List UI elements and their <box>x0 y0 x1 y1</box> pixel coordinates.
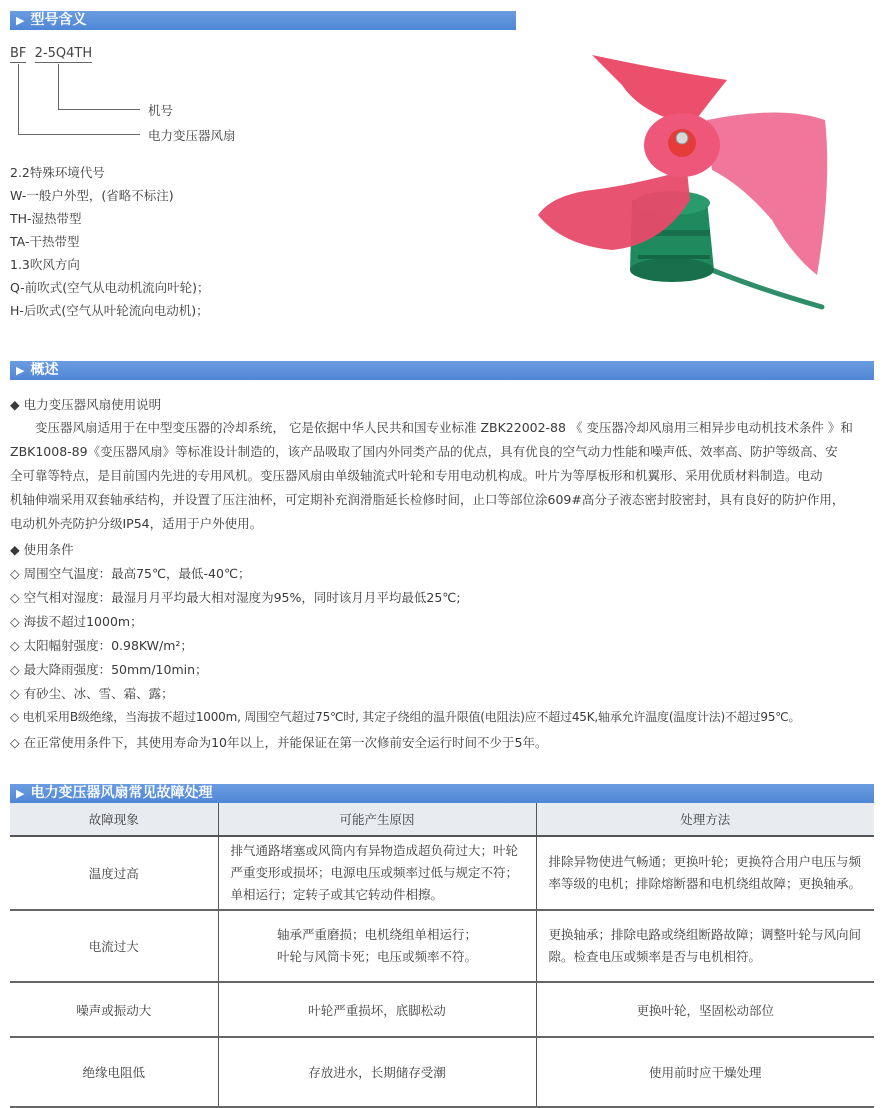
condition-item: ◇ 电机采用B级绝缘，当海拔不超过1000m, 周围空气超过75℃时, 其定子绕组的温升限值(电阻法)应不超过45K,轴承允许温度(温度计法)不超过95℃。 <box>10 710 801 724</box>
model-prefix: BF <box>10 46 27 61</box>
label-machine-number: 机号 <box>148 103 174 118</box>
model-line: H-后吹式(空气从叶轮流向电动机)； <box>10 303 209 318</box>
cell-remedy: 更换轴承；排除电路或绕组断路故障；调整叶轮与风向间隙。检查电压或频率是否与电机相符。 <box>536 910 874 982</box>
cell-remedy: 排除异物使进气畅通；更换叶轮；更换符合用户电压与频率等级的电机；排除熔断器和电机绕组故障；更换轴承。 <box>536 836 874 910</box>
cell-cause: 存放进水，长期储存受潮 <box>218 1037 536 1107</box>
model-line: TA-干热带型 <box>10 234 80 249</box>
cell-cause: 叶轮严重损坏，底脚松动 <box>218 982 536 1037</box>
condition-item: ◇ 有砂尘、冰、雪、霜、露； <box>10 686 174 701</box>
usage-line: 变压器风扇适用于在中型变压器的冷却系统， 它是依据中华人民共和国专业标准 ZBK22002-88 《 变压器冷却风扇用三相异步电动机技术条件 》和 <box>10 420 853 435</box>
table-row <box>10 1037 874 1107</box>
usage-line: 机轴伸端采用双套轴承结构，并设置了压注油杯，可定期补充润滑脂延长检修时间，止口等部位涂609#高分子液态密封胶密封，具有良好的防护作用， <box>10 492 845 507</box>
section-header-faults <box>10 784 874 803</box>
cell-symptom: 噪声或振动大 <box>10 982 218 1037</box>
usage-title: ◆ 电力变压器风扇使用说明 <box>10 397 162 412</box>
transformer-fan-image <box>532 45 852 325</box>
model-line: TH-湿热带型 <box>10 211 82 226</box>
condition-item: ◇ 海拔不超过1000m； <box>10 614 143 629</box>
triangle-right-icon: ▶ <box>16 14 25 27</box>
cell-symptom: 绝缘电阻低 <box>10 1037 218 1107</box>
table-header-row <box>10 803 874 836</box>
table-row <box>10 982 874 1037</box>
label-transformer-fan: 电力变压器风扇 <box>148 128 236 143</box>
section-header-overview <box>10 361 874 380</box>
connector-line <box>18 134 140 135</box>
usage-line: 全可靠等特点，是目前国内先进的专用风机。变压器风扇由单级轴流式叶轮和专用电动机构成。叶片为等厚板形和机翼形、采用优质材料制造。电动 <box>10 468 823 483</box>
table-row <box>10 836 874 910</box>
section-title: 型号含义 <box>30 12 87 28</box>
section-title: 电力变压器风扇常见故障处理 <box>30 785 213 801</box>
cell-remedy: 更换叶轮，坚固松动部位 <box>536 982 874 1037</box>
cell-cause <box>218 910 536 982</box>
conditions-title: ◆ 使用条件 <box>10 542 74 557</box>
connector-line <box>58 109 140 110</box>
cell-symptom: 温度过高 <box>10 836 218 910</box>
triangle-right-icon: ▶ <box>16 364 25 377</box>
connector-line <box>18 64 19 135</box>
model-number: 2-5Q4TH <box>34 46 93 61</box>
model-line: W-一般户外型，(省略不标注) <box>10 188 174 203</box>
cell-symptom: 电流过大 <box>10 910 218 982</box>
condition-item: ◇ 周围空气温度：最高75℃，最低-40℃； <box>10 566 251 581</box>
condition-item: ◇ 在正常使用条件下，其使用寿命为10年以上，并能保证在第一次修前安全运行时间不少于5年。 <box>10 735 548 750</box>
condition-item: ◇ 太阳幅射强度：0.98KW/m²； <box>10 638 193 653</box>
model-line: 1.3吹风方向 <box>10 257 80 272</box>
fault-table <box>10 803 874 1108</box>
usage-line: 电动机外壳防护分级IP54，适用于户外使用。 <box>10 516 263 531</box>
cell-remedy: 使用前时应干燥处理 <box>536 1037 874 1107</box>
cause-line: 叶轮与风筒卡死；电压或频率不符。 <box>276 949 477 964</box>
condition-item: ◇ 最大降雨强度：50mm/10min； <box>10 662 208 677</box>
header-symptom: 故障现象 <box>10 803 218 836</box>
model-code <box>10 46 92 61</box>
triangle-right-icon: ▶ <box>16 787 25 800</box>
section-title: 概述 <box>30 362 59 378</box>
cell-cause: 排气通路堵塞或风筒内有异物造成超负荷过大；叶轮严重变形或损坏；电源电压或频率过低与规定不符；单相运行；定转子或其它转动件相擦。 <box>218 836 536 910</box>
condition-item: ◇ 空气相对湿度：最湿月月平均最大相对湿度为95%，同时该月月平均最低25℃; <box>10 590 461 605</box>
header-cause: 可能产生原因 <box>218 803 536 836</box>
model-line: Q-前吹式(空气从电动机流向叶轮)； <box>10 280 210 295</box>
usage-line: ZBK1008-89《变压器风扇》等标准设计制造的，该产品吸取了国内外同类产品的优点，具有优良的空气动力性能和噪声低、效率高、防护等级高、安 <box>10 444 838 459</box>
connector-line <box>58 64 59 110</box>
model-line: 2.2特殊环境代号 <box>10 165 105 180</box>
header-remedy: 处理方法 <box>536 803 874 836</box>
section-header-model-meaning <box>10 11 516 30</box>
table-row <box>10 910 874 982</box>
cause-line: 轴承严重磨损；电机绕组单相运行； <box>276 927 477 942</box>
